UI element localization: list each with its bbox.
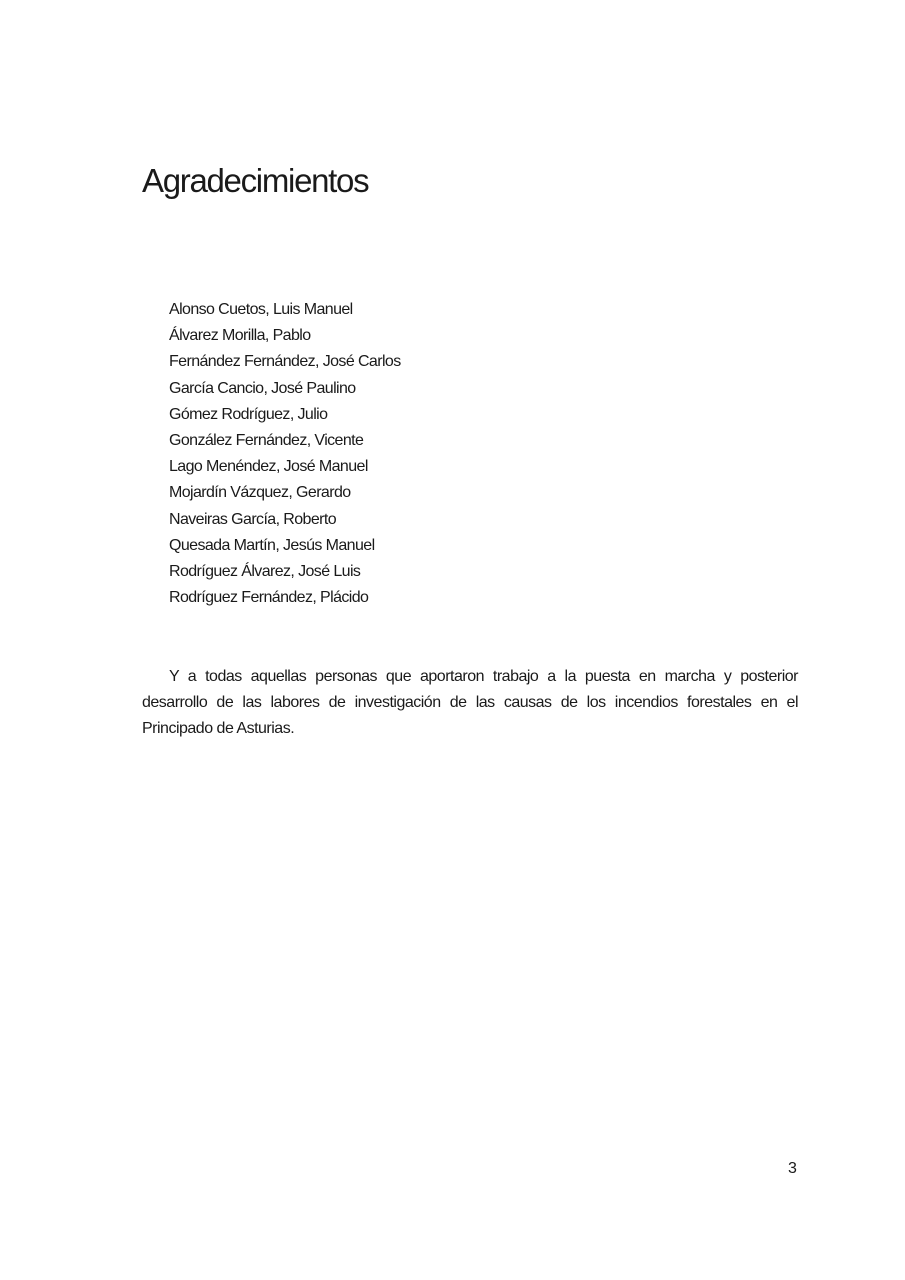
name-item: Alonso Cuetos, Luis Manuel [169,301,353,318]
name-item: Rodríguez Álvarez, José Luis [169,563,361,581]
page-number: 3 [788,1160,797,1177]
name-item: Lago Menéndez, José Manuel [169,458,368,476]
name-item: González Fernández, Vicente [169,432,364,450]
closing-paragraph [142,664,798,743]
acknowledgement-names-list [169,297,401,611]
paragraph-line: desarrollo de las labores de investigación de las causas de los incendios forestales en el [142,694,798,712]
name-item: Fernández Fernández, José Carlos [169,353,401,371]
name-item: Álvarez Morilla, Pablo [169,327,311,345]
paragraph-line: Principado de Asturias. [142,720,295,738]
paragraph-line: Y a todas aquellas personas que aportaron trabajo a la puesta en marcha y posterior [169,668,798,685]
page-title: Agradecimientos [142,162,369,199]
name-item: Gómez Rodríguez, Julio [169,405,328,423]
name-item: Naveiras García, Roberto [169,510,337,528]
name-item: Mojardín Vázquez, Gerardo [169,484,351,502]
name-item: Quesada Martín, Jesús Manuel [169,536,375,554]
name-item: García Cancio, José Paulino [169,379,356,397]
name-item: Rodríguez Fernández, Plácido [169,589,369,607]
